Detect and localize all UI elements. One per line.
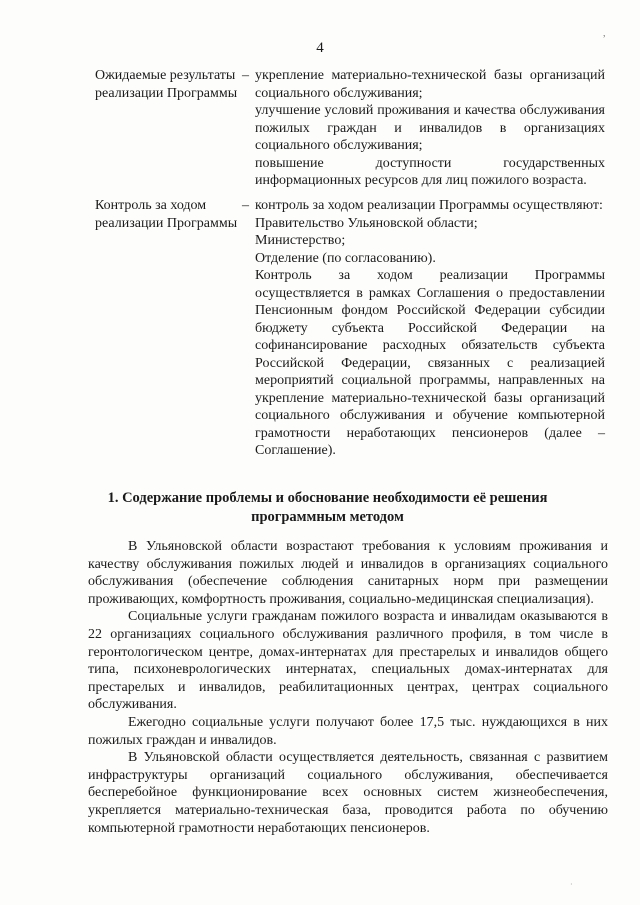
page-number: 4 bbox=[316, 40, 324, 56]
spec-label: Контроль за ходом реализации Программы bbox=[95, 198, 238, 231]
spec-paragraph: повышение доступности государственных информационных ресурсов для лиц пожилого возраста. bbox=[255, 155, 605, 188]
spec-paragraph: Правительство Ульяновской области; bbox=[255, 215, 478, 231]
scan-mark: · bbox=[570, 880, 573, 889]
spec-dash: – bbox=[242, 68, 249, 83]
spec-label: Ожидаемые результаты реализации Программы bbox=[95, 68, 238, 101]
body-text bbox=[88, 538, 608, 837]
body-paragraph: В Ульяновской области возрастают требования к условиям проживания и качеству обслуживания пожилых людей и инвалидов в организациях социального обслуживания (обеспечение соблюдения санитарных норм при размещении проживающих, комфортность проживания, социально-медицинская специализация). bbox=[88, 539, 608, 607]
spec-paragraph: Министерство; bbox=[255, 233, 346, 248]
section-title: 1. Содержание проблемы и обоснование необходимости её решения программным методом bbox=[107, 490, 548, 525]
body-paragraph: Ежегодно социальные услуги получают более 17,5 тыс. нуждающихся в них пожилых граждан и инвалидов. bbox=[88, 714, 608, 748]
body-paragraph: Социальные услуги гражданам пожилого возраста и инвалидам оказываются в 22 организациях социального обслуживания различного профиля, в том числе в геронтологическом центре, домах-интернатах для престарелых и инвалидов общего типа, психоневрологических интернатах, специальных домах-интернатах для престарелых и инвалидов, реабилитационных центрах, центрах социального обслуживания. bbox=[88, 609, 608, 713]
scan-mark: , bbox=[603, 28, 606, 39]
spec-content bbox=[255, 197, 605, 460]
body-paragraph: В Ульяновской области осуществляется деятельность, связанная с развитием инфраструктуры организаций социального обслуживания, обеспечивается бесперебойное функционирование всех основных систем жизнеобеспечения, укрепляется материально-техническая база, проводится работа по обучению компьютерной грамотности неработающих пенсионеров. bbox=[88, 750, 608, 836]
spec-paragraph: Отделение (по согласованию). bbox=[255, 250, 436, 266]
spec-dash: – bbox=[242, 198, 249, 213]
spec-paragraph: укрепление материально-технической базы организаций социального обслуживания; bbox=[255, 68, 605, 101]
spec-paragraph: контроль за ходом реализации Программы осуществляют: bbox=[255, 198, 603, 213]
spec-paragraph: Контроль за ходом реализации Программы осуществляется в рамках Соглашения о предоставлении Пенсионным фондом Российской Федерации субсидии бюджету субъекта Российской Федерации на софинансирование расходных обязательств субъекта Российской Федерации, связанных с реализацией мероприятий социальной программы, направленных на укрепление материально-технической базы организаций социального обслуживания и обучение компьютерной грамотности неработающих пенсионеров (далее – Соглашение). bbox=[255, 268, 605, 458]
spec-content bbox=[255, 67, 605, 190]
spec-paragraph: улучшение условий проживания и качества обслуживания пожилых граждан и инвалидов в организациях социального обслуживания; bbox=[255, 103, 605, 153]
